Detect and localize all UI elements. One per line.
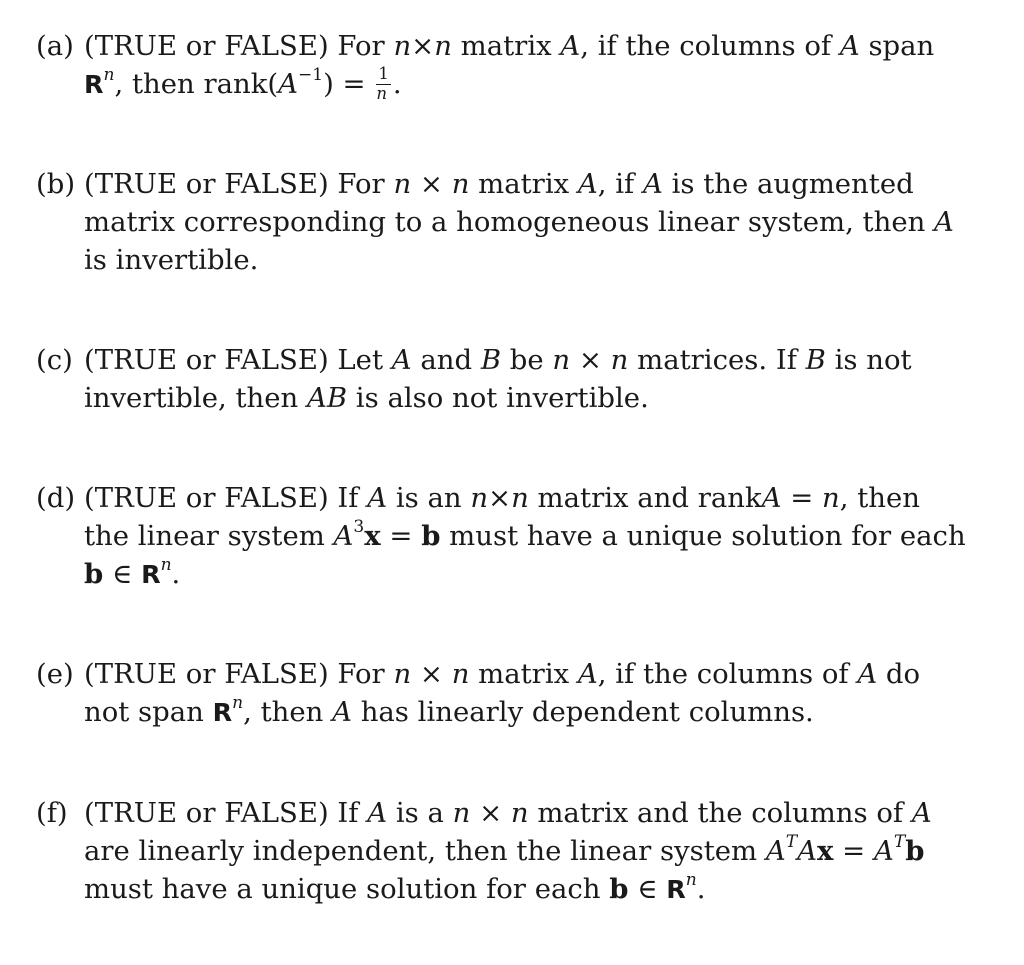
text-line: (TRUE or FALSE) For n×n matrix A, if the columns of A span — [84, 30, 935, 62]
question-text — [84, 341, 912, 417]
text-line: $R^n$, then $rank(A^{-1})$ = $\frac{1}{n}$ . — [84, 64, 402, 103]
question-label: (f) — [36, 797, 68, 829]
text-line: not span $R^n$, then A has linearly dependent columns. — [84, 693, 814, 728]
text-line: invertible, then AB is also not invertible. — [84, 382, 649, 414]
text-line: is invertible. — [84, 244, 259, 276]
text-line: (TRUE or FALSE) If A is a n × n matrix and the columns of A — [84, 797, 932, 829]
text-line: (TRUE or FALSE) Let A and B be n × n matrices. If B is not — [84, 344, 912, 376]
text-line: matrix corresponding to a homogeneous linear system, then A — [84, 206, 954, 238]
question-text — [84, 794, 932, 908]
text-line: (TRUE or FALSE) For n × n matrix A, if the columns of A do — [84, 658, 921, 690]
text-line: (TRUE or FALSE) For n × n matrix A, if A is the augmented — [84, 168, 914, 200]
question-text — [84, 27, 935, 103]
question-label: (a) — [36, 30, 74, 62]
text-line: the linear system $A^3x = b$ must have a unique solution for each — [84, 517, 966, 552]
question-text — [84, 165, 954, 279]
question-text — [84, 655, 921, 731]
text-line: (TRUE or FALSE) If A is an n×n matrix and rankA = n, then — [84, 482, 920, 514]
question-text — [84, 479, 966, 593]
text-line: b ∈ $R^n$. — [84, 555, 181, 590]
fraction: $\frac{1}{n}$ — [376, 64, 389, 103]
question-label: (d) — [36, 482, 76, 514]
question-label: (e) — [36, 658, 74, 690]
text-line: are linearly independent, then the linear system $A^TAx = A^Tb$ — [84, 832, 925, 867]
text-line: must have a unique solution for each b ∈ $R^n$. — [84, 870, 706, 905]
question-label: (b) — [36, 168, 76, 200]
question-label: (c) — [36, 344, 73, 376]
